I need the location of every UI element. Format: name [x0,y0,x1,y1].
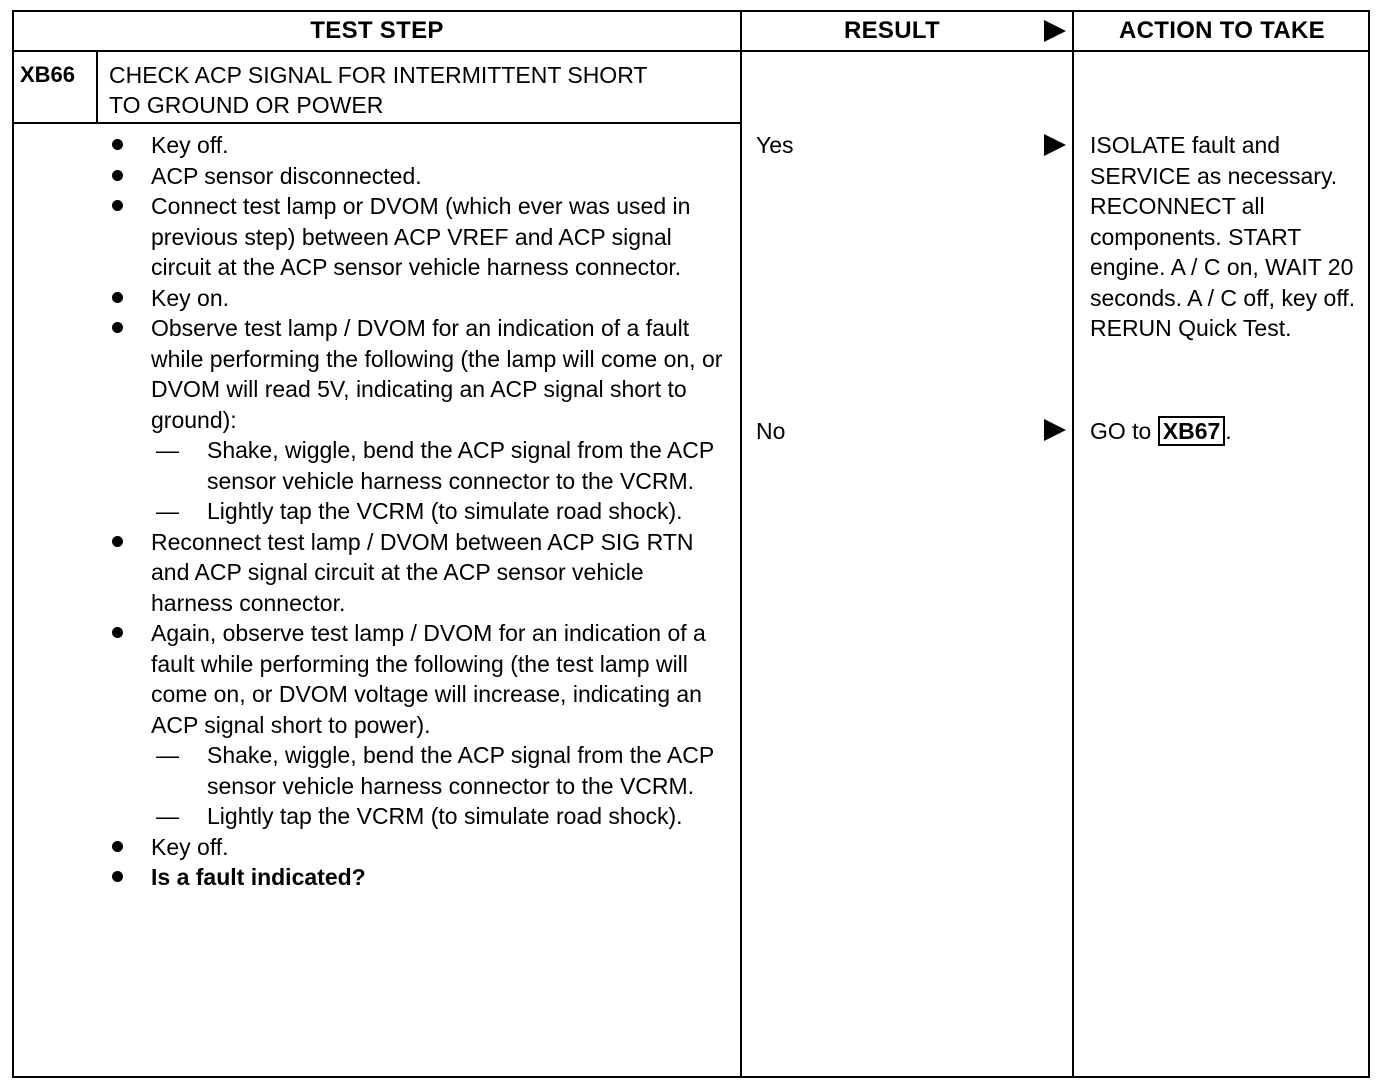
action-no-suffix: . [1225,418,1232,444]
divider-result-action [1072,12,1074,1076]
bullet-icon [112,200,123,211]
header-action: ACTION TO TAKE [1119,17,1325,44]
bullet-icon [112,292,123,303]
divider-step-title [14,122,740,124]
step-bullet: Connect test lamp or DVOM (which ever was used in previous step) between ACP VREF and ACP signal circuit at the ACP sensor vehicle harness connector. [104,191,724,283]
step-id: XB66 [20,62,76,87]
bullet-icon [112,841,123,852]
step-bullet: Again, observe test lamp / DVOM for an indication of a fault while performing the following (the test lamp will come on, or DVOM voltage will increase, indicating an ACP signal short to power). [104,618,724,740]
header-result: RESULT [843,17,941,44]
divider-step-id [96,52,98,122]
step-question: Is a fault indicated? [104,862,724,893]
bullet-icon [112,322,123,333]
arrow-no-icon [1044,419,1066,441]
header-test-step: TEST STEP [310,17,444,44]
step-bullet: Reconnect test lamp / DVOM between ACP SIG RTN and ACP signal circuit at the ACP sensor vehicle harness connector. [104,527,724,619]
header-divider [14,50,1370,52]
bullet-icon [112,871,123,882]
test-step-body [104,130,724,893]
dash-icon: — [156,742,179,768]
step-bullet: Key on. [104,283,724,314]
bullet-icon [112,536,123,547]
step-subitem: — Lightly tap the VCRM (to simulate road shock). [104,801,724,832]
step-subitem: — Lightly tap the VCRM (to simulate road shock). [104,496,724,527]
step-title-line1: CHECK ACP SIGNAL FOR INTERMITTENT SHORT [109,62,648,88]
step-bullet: Key off. [104,832,724,863]
bullet-icon [112,139,123,150]
bullet-icon [112,170,123,181]
header-arrow-icon [1044,20,1066,42]
action-no-prefix: GO to [1090,418,1152,444]
action-yes: ISOLATE fault and SERVICE as necessary. RECONNECT all components. START engine. A / C on, WAIT 20 seconds. A / C off, key off. RERUN Quick Test. [1090,132,1356,341]
step-title-line2: TO GROUND OR POWER [109,92,384,118]
step-bullet: ACP sensor disconnected. [104,161,724,192]
step-title [109,60,729,120]
bullet-icon [112,627,123,638]
dash-icon: — [156,498,179,524]
step-bullet: Key off. [104,130,724,161]
diagnostic-table [12,10,1370,1078]
step-subitem: — Shake, wiggle, bend the ACP signal from the ACP sensor vehicle harness connector to the VCRM. [156,742,714,799]
action-no [1090,416,1360,447]
result-yes: Yes [756,132,794,158]
step-subitem: — Shake, wiggle, bend the ACP signal from the ACP sensor vehicle harness connector to the VCRM. [156,437,714,494]
result-no: No [756,418,786,444]
divider-test-result [740,12,742,1076]
arrow-yes-icon [1044,134,1066,156]
dash-icon: — [156,437,179,463]
goto-xb67-link[interactable]: XB67 [1158,416,1226,446]
dash-icon: — [156,803,179,829]
step-bullet: Observe test lamp / DVOM for an indication of a fault while performing the following (the lamp will come on, or DVOM will read 5V, indicating an ACP signal short to ground): [104,313,724,435]
